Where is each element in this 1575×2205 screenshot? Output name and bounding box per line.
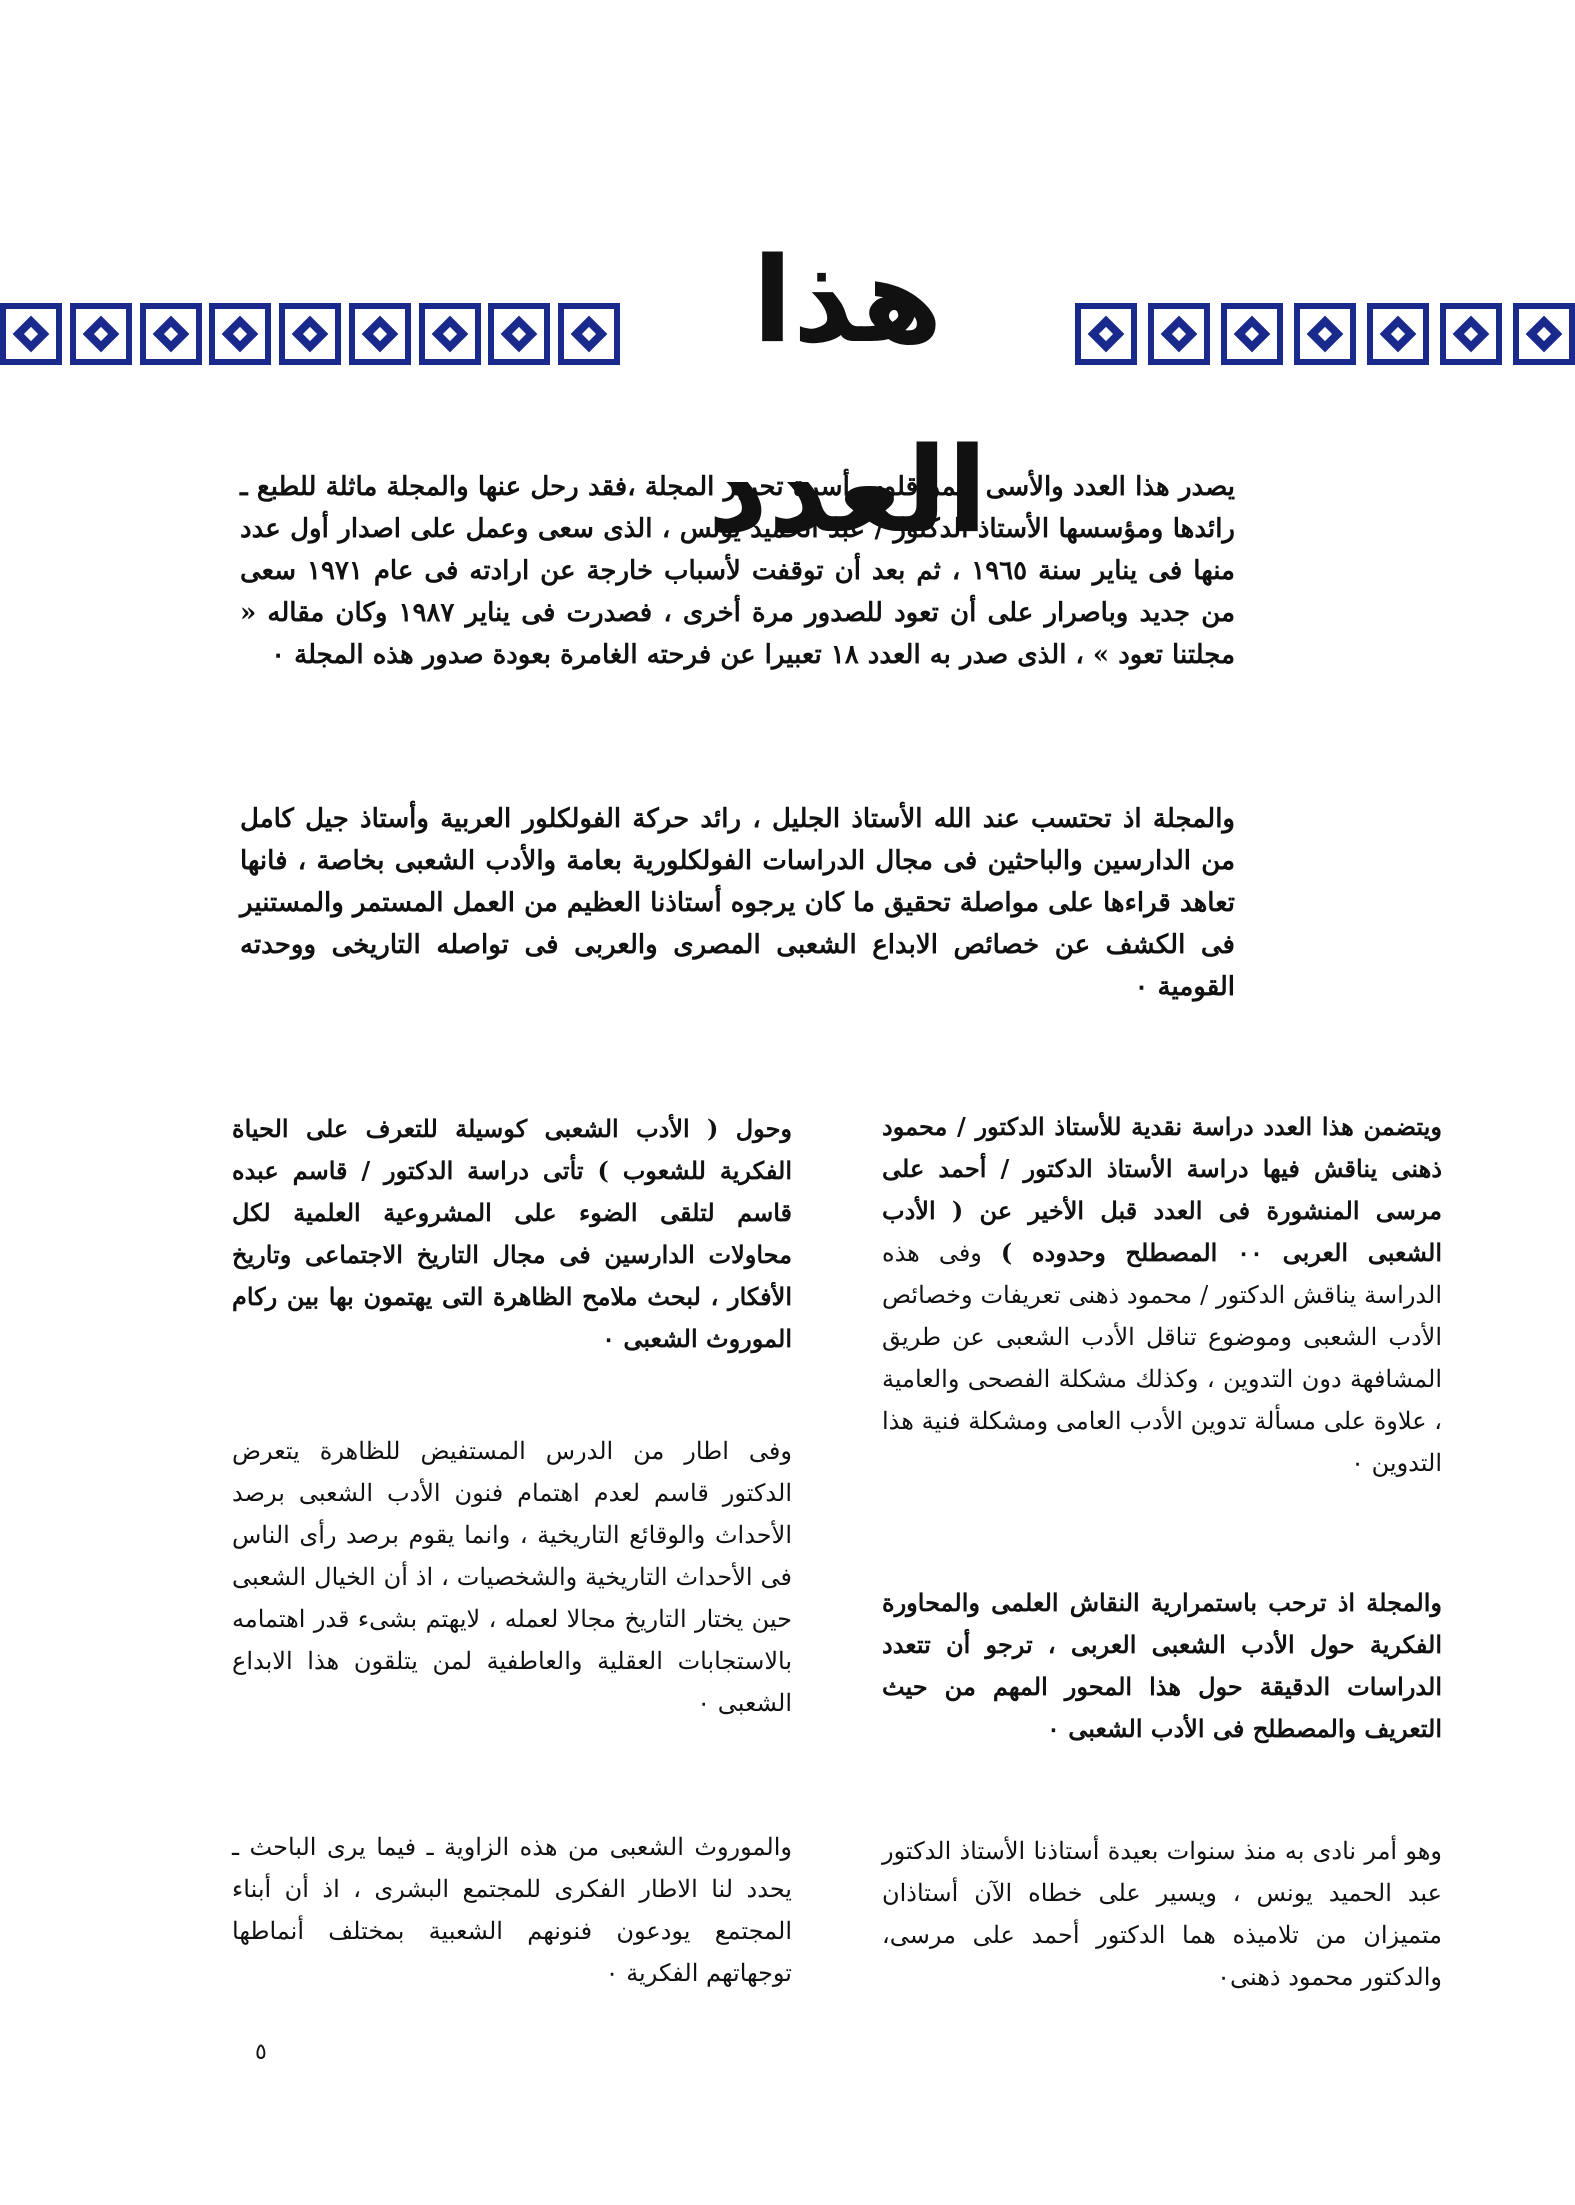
diamond-tile-icon (558, 303, 620, 365)
left-column-paragraph-3: والموروث الشعبى من هذه الزاوية ـ فيما يرى الباحث ـ يحدد لنا الاطار الفكرى للمجتمع البشرى ، اذ أن أبناء المجتمع يودعون فنونهم الشعبية بمختلف أنماطها توجهاتهم الفكرية ٠ (232, 1833, 792, 1987)
diamond-tile-icon (70, 303, 132, 365)
page-title: هذا العدد (707, 231, 988, 559)
diamond-tile-icon (1148, 303, 1210, 365)
ornament-band-right (1075, 297, 1575, 371)
intro-paragraph-2: والمجلة اذ تحتسب عند الله الأستاذ الجليل ، رائد حركة الفولكلور العربية وأستاذ جيل كامل من الدارسين والباحثين فى مجال الدراسات الفولكلورية بعامة والأدب الشعبى بخاصة ، فانها تعاهد قراءها على مواصلة تحقيق ما كان يرجوه أستاذنا العظيم من العمل المستمر والمستنير فى الكشف عن خصائص الابداع الشعبى المصرى والعربى فى تواصله التاريخى ووحدته القومية ٠ (240, 804, 1235, 1002)
diamond-tile-icon (349, 303, 411, 365)
left-column-paragraph-1: وحول ( الأدب الشعبى كوسيلة للتعرف على الحياة الفكرية للشعوب ) تأتى دراسة الدكتور / قاسم عبده قاسم لتلقى الضوء على المشروعية العلمية لكل محاولات الدارسين فى مجال التاريخ الاجتماعى وتاريخ الأفكار ، لبحث ملامح الظاهرة التى يهتمون بها بين ركام الموروث الشعبى ٠ (232, 1114, 792, 1353)
diamond-tile-icon (1294, 303, 1356, 365)
right-column-paragraph-1-rest: وفى هذه الدراسة يناقش الدكتور / محمود ذهنى تعريفات وخصائص الأدب الشعبى وموضوع تناقل الأدب الشعبى عن طريق المشافهة دون التدوين ، وكذلك مشكلة الفصحى والعامية ، علاوة على مسألة تدوين الأدب العامى ومشكلة فنية هذا التدوين ٠ (882, 1239, 1442, 1477)
diamond-tile-icon (1513, 303, 1575, 365)
left-column-paragraph-2: وفى اطار من الدرس المستفيض للظاهرة يتعرض الدكتور قاسم لعدم اهتمام فنون الأدب الشعبى برصد الأحداث والوقائع التاريخية ، وانما يقوم برصد رأى الناس فى الأحداث التاريخية والشخصيات ، اذ أن الخيال الشعبى حين يختار التاريخ مجالا لعمله ، لايهتم بشىء قدر اهتمامه بالاستجابات العقلية والعاطفية لمن يتلقون هذا الابداع الشعبى ٠ (232, 1437, 792, 1717)
diamond-tile-icon (209, 303, 271, 365)
diamond-tile-icon (1440, 303, 1502, 365)
diamond-tile-icon (0, 303, 62, 365)
diamond-tile-icon (279, 303, 341, 365)
diamond-tile-icon (1367, 303, 1429, 365)
right-column-paragraph-2: والمجلة اذ ترحب باستمرارية النقاش العلمى والمحاورة الفكرية حول الأدب الشعبى العربى ، ترجو أن تتعدد الدراسات الدقيقة حول هذا المحور المهم من حيث التعريف والمصطلح فى الأدب الشعبى ٠ (882, 1588, 1442, 1743)
diamond-tile-icon (488, 303, 550, 365)
page-number: ٥ (255, 2040, 267, 2065)
right-column-paragraph-3: وهو أمر نادى به منذ سنوات بعيدة أستاذنا الأستاذ الدكتور عبد الحميد يونس ، ويسير على خطاه الآن أستاذان متميزان من تلاميذه هما الدكتور أحمد على مرسى، والدكتور محمود ذهنى٠ (882, 1837, 1442, 1991)
diamond-tile-icon (1075, 303, 1137, 365)
diamond-tile-icon (140, 303, 202, 365)
intro-paragraph-1: يصدر هذا العدد والأسى يغمر قلوب أسرة تحرير المجلة ،فقد رحل عنها والمجلة ماثلة للطبع ـ رائدها ومؤسسها الأستاذ الدكتور / عبد الحميد يونس ، الذى سعى وعمل على اصدار أول عدد منها فى يناير سنة ١٩٦٥ ، ثم بعد أن توقفت لأسباب خارجة عن ارادته فى عام ١٩٧١ سعى من جديد وباصرار على أن تعود للصدور مرة أخرى ، فصدرت فى يناير ١٩٨٧ وكان مقاله « مجلتنا تعود » ، الذى صدر به العدد ١٨ تعبيرا عن فرحته الغامرة بعودة صدور هذه المجلة ٠ (240, 472, 1235, 670)
diamond-tile-icon (1221, 303, 1283, 365)
diamond-tile-icon (419, 303, 481, 365)
right-column-paragraph-1 (882, 1106, 1442, 1484)
ornament-band-left (0, 297, 620, 371)
right-column-paragraph-1-bold: ويتضمن هذا العدد دراسة نقدية للأستاذ الدكتور / محمود ذهنى يناقش فيها دراسة الأستاذ الدكتور / أحمد على مرسى المنشورة فى العدد قبل الأخير عن ( الأدب الشعبى العربى ٠٠ المصطلح وحدوده ) (882, 1112, 1442, 1267)
